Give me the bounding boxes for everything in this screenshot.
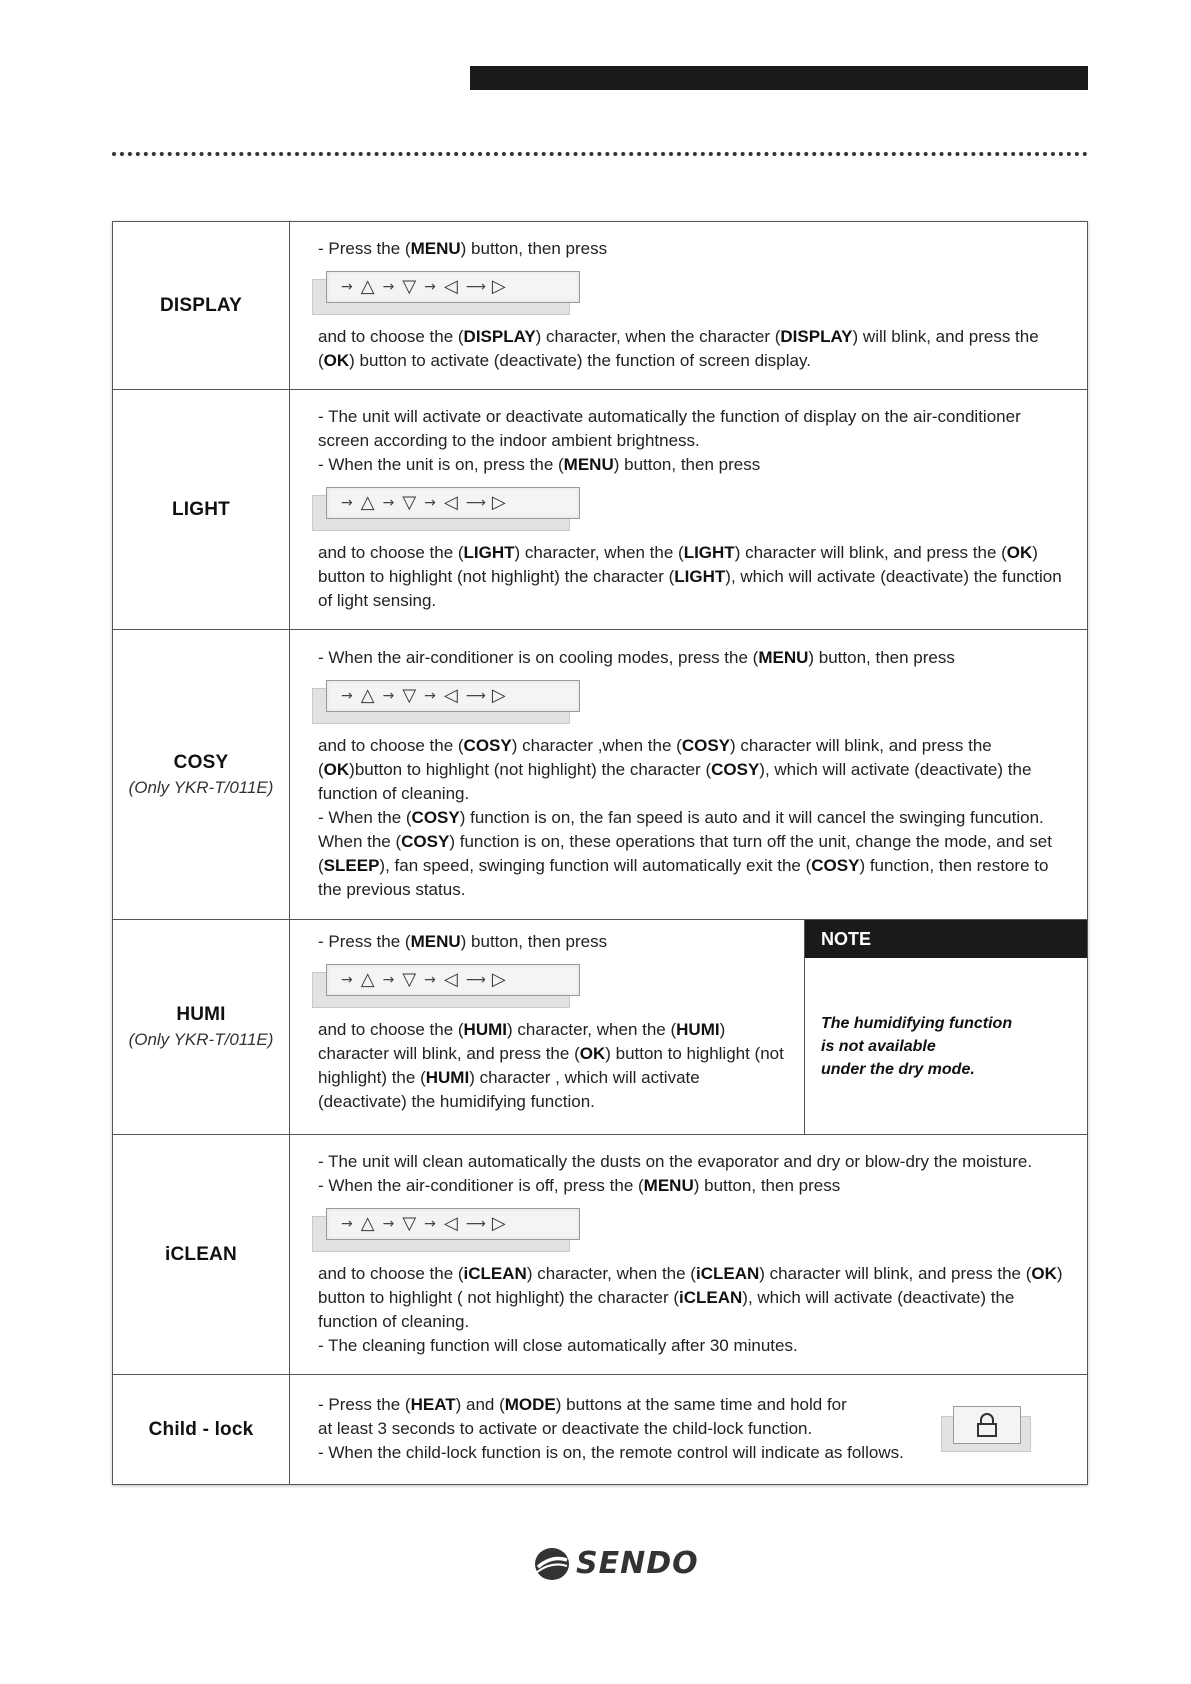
long-arrow-icon: ⟶ xyxy=(465,1215,484,1232)
arrow-icon: → xyxy=(341,1215,353,1232)
left-triangle-icon: ◁ xyxy=(443,684,458,706)
left-triangle-icon: ◁ xyxy=(443,1212,458,1234)
instruction-line: and to choose the (DISPLAY) character, when the character (DISPLAY) will blink, and press the (OK) button to activate (deactivate) the function of screen display. xyxy=(318,326,1039,370)
feature-table xyxy=(112,221,1088,1485)
arrow-icon: → xyxy=(424,494,436,511)
arrow-icon: → xyxy=(382,278,395,295)
arrow-icon: → xyxy=(382,972,395,988)
content-cell xyxy=(290,390,1088,630)
arrow-icon: → xyxy=(424,972,436,988)
right-triangle-icon: ▷ xyxy=(491,969,506,990)
long-arrow-icon: ⟶ xyxy=(465,278,484,295)
instruction-line: - The unit will activate or deactivate automatically the function of display on the air-conditioner screen according to the indoor ambient brightness. xyxy=(318,406,1021,450)
instruction-line: - Press the (MENU) button, then press xyxy=(318,238,608,258)
lock-button-graphic xyxy=(943,1402,1033,1456)
header-bar xyxy=(470,66,1088,90)
feature-name: HUMI xyxy=(176,1004,226,1025)
instruction-line: and to choose the (HUMI) character, when the (HUMI) character will blink, and press the (OK) button to highlight (not highlight) the (HUMI) character , which will activate (deactivate) the humidifying function. xyxy=(318,1020,784,1111)
row-display xyxy=(113,222,1088,390)
arrow-icon: → xyxy=(341,494,353,511)
instruction-line: - Press the (MENU) button, then press xyxy=(318,932,608,951)
note-box xyxy=(804,920,1087,1134)
arrow-icon: → xyxy=(341,278,353,295)
arrow-icon: → xyxy=(341,687,353,704)
left-triangle-icon: ◁ xyxy=(443,491,458,513)
long-arrow-icon: ⟶ xyxy=(465,972,484,988)
right-triangle-icon: ▷ xyxy=(491,1212,506,1234)
row-light xyxy=(113,390,1088,630)
arrow-button-graphic xyxy=(318,964,576,1006)
label-cell xyxy=(113,390,290,630)
right-triangle-icon: ▷ xyxy=(491,491,506,513)
note-title: NOTE xyxy=(805,920,1087,958)
row-cosy xyxy=(113,630,1088,920)
down-triangle-icon: ▽ xyxy=(402,1212,417,1234)
up-triangle-icon: △ xyxy=(360,684,375,706)
down-triangle-icon: ▽ xyxy=(402,491,417,513)
arrow-button-graphic xyxy=(318,271,576,313)
label-cell xyxy=(113,1135,290,1375)
arrow-button-graphic xyxy=(318,1208,576,1250)
row-child-lock xyxy=(113,1375,1088,1485)
brand-name: SENDO xyxy=(576,1546,699,1581)
feature-name: DISPLAY xyxy=(159,294,242,316)
arrow-icon: → xyxy=(424,1215,436,1232)
instruction-line: - When the air-conditioner is off, press the (MENU) button, then press xyxy=(318,1175,841,1195)
left-triangle-icon: ◁ xyxy=(443,275,458,297)
row-humi xyxy=(113,920,1088,1135)
down-triangle-icon: ▽ xyxy=(402,969,417,990)
content-cell xyxy=(290,920,1088,1135)
sendo-logo-icon xyxy=(534,1547,570,1581)
feature-name: Child - lock xyxy=(148,1418,254,1440)
content-cell xyxy=(290,630,1088,920)
instruction-line: and to choose the (LIGHT) character, when the (LIGHT) character will blink, and press the (OK) button to highlight (not highlight) the character (LIGHT), which will activate (deactivate) the function of light sensing. xyxy=(318,542,1062,610)
instruction-line: - The cleaning function will close automatically after 30 minutes. xyxy=(318,1335,798,1355)
arrow-icon: → xyxy=(382,687,395,704)
right-triangle-icon: ▷ xyxy=(491,275,506,297)
arrow-icon: → xyxy=(341,972,353,988)
feature-name: COSY xyxy=(173,751,229,773)
instruction-line: - When the child-lock function is on, the remote control will indicate as follows. xyxy=(318,1442,904,1462)
feature-model-note: (Only YKR-T/011E) xyxy=(128,777,274,797)
arrow-icon: → xyxy=(424,278,436,295)
note-text: The humidifying function is not available under the dry mode. xyxy=(821,1014,1013,1078)
feature-name: LIGHT xyxy=(172,498,230,520)
row-iclean xyxy=(113,1135,1088,1375)
instruction-line: - When the unit is on, press the (MENU) button, then press xyxy=(318,454,761,474)
feature-name: iCLEAN xyxy=(165,1243,237,1265)
up-triangle-icon: △ xyxy=(360,275,375,297)
feature-model-note: (Only YKR-T/011E) xyxy=(128,1030,274,1049)
content-cell xyxy=(290,1135,1088,1375)
up-triangle-icon: △ xyxy=(360,1212,375,1234)
instruction-line: and to choose the (COSY) character ,when the (COSY) character will blink, and press the (OK)button to highlight (not highlight) the character (COSY), which will activate (deactivate) the function of cleaning. xyxy=(318,735,1032,803)
long-arrow-icon: ⟶ xyxy=(465,494,484,511)
up-triangle-icon: △ xyxy=(360,969,375,990)
instruction-line: - When the air-conditioner is on cooling modes, press the (MENU) button, then press xyxy=(318,647,955,667)
left-triangle-icon: ◁ xyxy=(443,969,458,990)
down-triangle-icon: ▽ xyxy=(402,275,417,297)
arrow-button-graphic xyxy=(318,680,576,722)
instruction-line: - Press the (HEAT) and (MODE) buttons at the same time and hold for at least 3 seconds to activate or deactivate the child-lock function. xyxy=(318,1394,847,1438)
content-cell xyxy=(290,222,1088,390)
label-cell xyxy=(113,1375,290,1485)
right-triangle-icon: ▷ xyxy=(491,684,506,706)
label-cell xyxy=(113,222,290,390)
brand-logo xyxy=(534,1546,699,1581)
arrow-icon: → xyxy=(382,494,395,511)
arrow-icon: → xyxy=(424,687,436,704)
instruction-line: - When the (COSY) function is on, the fan speed is auto and it will cancel the swinging funcution. When the (COSY) function is on, these operations that turn off the unit, change the mode, and set (SLEEP), fan speed, swinging function will automatically exit the (COSY) function, then restore to the previous status. xyxy=(318,807,1052,899)
instruction-line: and to choose the (iCLEAN) character, when the (iCLEAN) character will blink, and press the (OK) button to highlight ( not highlight) the character (iCLEAN), which will activate (deactivate) the function of cleaning. xyxy=(318,1263,1063,1331)
lock-icon xyxy=(975,1412,999,1438)
arrow-icon: → xyxy=(382,1215,395,1232)
down-triangle-icon: ▽ xyxy=(402,684,417,706)
label-cell xyxy=(113,630,290,920)
arrow-button-graphic xyxy=(318,487,576,529)
dotted-divider xyxy=(112,152,1088,156)
label-cell xyxy=(113,920,290,1135)
instruction-line: - The unit will clean automatically the dusts on the evaporator and dry or blow-dry the moisture. xyxy=(318,1151,1033,1171)
long-arrow-icon: ⟶ xyxy=(465,687,484,704)
content-cell xyxy=(290,1375,1088,1485)
up-triangle-icon: △ xyxy=(360,491,375,513)
